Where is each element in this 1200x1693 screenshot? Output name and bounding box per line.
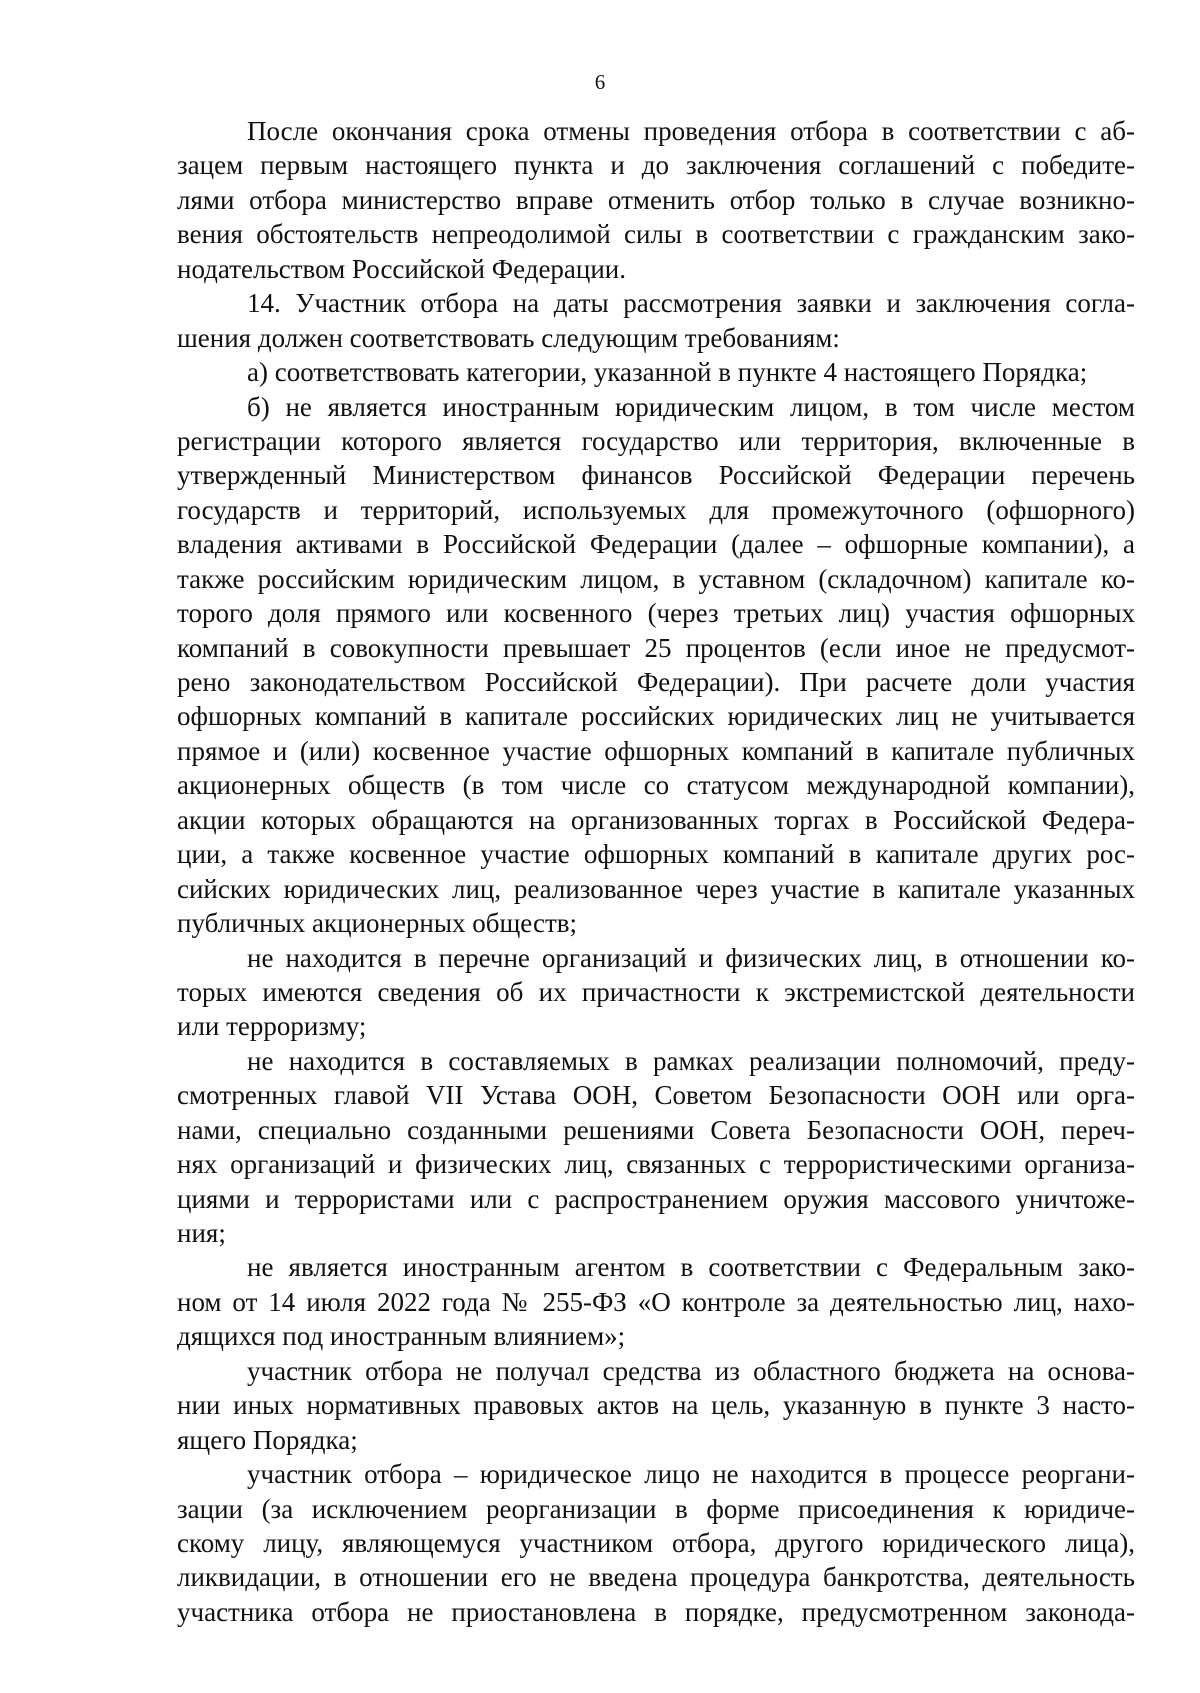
text-line: нами, специально созданными решениями Совета Безопасности ООН, переч- <box>177 1114 1135 1145</box>
text-line: После окончания срока отмены проведения отбора в соответствии с аб- <box>247 116 1135 146</box>
text-line: владения активами в Российской Федерации (далее – офшорные компании), а <box>177 529 1135 560</box>
text-line: нях организаций и физических лиц, связанных с террористическими организа- <box>177 1149 1135 1180</box>
text-line: участник отбора – юридическое лицо не находится в процессе реоргани- <box>247 1459 1135 1490</box>
text-line: компаний в совокупности превышает 25 процентов (если иное не предусмот- <box>177 632 1135 663</box>
text-line: сийских юридических лиц, реализованное через участие в капитале указанных <box>177 873 1135 904</box>
text-line: или терроризму; <box>177 1011 367 1042</box>
text-line: участника отбора не приостановлена в порядке, предусмотренном законода- <box>177 1596 1135 1627</box>
text-line: не находится в составляемых в рамках реализации полномочий, преду- <box>247 1045 1135 1076</box>
text-line: утвержденный Министерством финансов Российской Федерации перечень <box>177 460 1135 491</box>
text-line: участник отбора не получал средства из областного бюджета на основа- <box>247 1355 1135 1386</box>
text-line: лями отбора министерство вправе отменить отбор только в случае возникно- <box>177 184 1135 215</box>
text-line: б) не является иностранным юридическим лицом, в том числе местом <box>247 391 1135 422</box>
text-line: ном от 14 июля 2022 года № 255-ФЗ «О контроле за деятельностью лиц, нахо- <box>177 1286 1135 1317</box>
text-line: нодательством Российской Федерации. <box>177 253 627 284</box>
text-line: циями и террористами или с распространением оружия массового уничтоже- <box>177 1183 1135 1214</box>
text-line: 14. Участник отбора на даты рассмотрения заявки и заключения согла- <box>247 288 1135 319</box>
text-line: зацем первым настоящего пункта и до заключения соглашений с победите- <box>177 150 1135 181</box>
text-line: вения обстоятельств непреодолимой силы в соответствии с гражданским зако- <box>177 219 1135 250</box>
text-line: шения должен соответствовать следующим требованиям: <box>177 322 840 353</box>
text-line: нии иных нормативных правовых актов на цель, указанную в пункте 3 насто- <box>177 1390 1135 1421</box>
text-line: рено законодательством Российской Федерации). При расчете доли участия <box>177 667 1135 697</box>
text-line: зации (за исключением реорганизации в форме присоединения к юридиче- <box>177 1493 1135 1524</box>
text-line: регистрации которого является государство или территория, включенные в <box>177 425 1135 456</box>
text-line: торых имеются сведения об их причастности к экстремистской деятельности <box>177 976 1135 1007</box>
text-line: офшорных компаний в капитале российских юридических лиц не учитывается <box>177 701 1135 732</box>
text-line: скому лицу, являющемуся участником отбора, другого юридического лица), <box>177 1527 1135 1558</box>
text-line: прямое и (или) косвенное участие офшорных компаний в капитале публичных <box>177 735 1135 766</box>
text-line: также российским юридическим лицом, в уставном (складочном) капитале ко- <box>177 563 1135 594</box>
text-line: ящего Порядка; <box>177 1424 358 1455</box>
text-line: не является иностранным агентом в соответствии с Федеральным зако- <box>247 1252 1135 1283</box>
text-line: ликвидации, в отношении его не введена процедура банкротства, деятельность <box>177 1562 1135 1593</box>
text-line: смотренных главой VII Устава ООН, Советом Безопасности ООН или орга- <box>177 1080 1135 1111</box>
text-line: публичных акционерных обществ; <box>177 908 577 939</box>
text-line: не находится в перечне организаций и физических лиц, в отношении ко- <box>247 942 1135 973</box>
text-line: ции, а также косвенное участие офшорных компаний в капитале других рос- <box>177 839 1135 870</box>
text-line: ния; <box>177 1218 226 1248</box>
text-line: дящихся под иностранным влиянием»; <box>177 1321 626 1352</box>
page-number: 6 <box>594 70 606 94</box>
text-line: торого доля прямого или косвенного (через третьих лиц) участия офшорных <box>177 598 1135 629</box>
text-line: государств и территорий, используемых для промежуточного (офшорного) <box>177 494 1135 525</box>
text-line: а) соответствовать категории, указанной в пункте 4 настоящего Порядка; <box>247 357 1088 388</box>
text-line: акционерных обществ (в том числе со статусом международной компании), <box>177 770 1135 801</box>
text-line: акции которых обращаются на организованных торгах в Российской Федера- <box>177 804 1135 835</box>
document-body <box>177 114 1135 1629</box>
